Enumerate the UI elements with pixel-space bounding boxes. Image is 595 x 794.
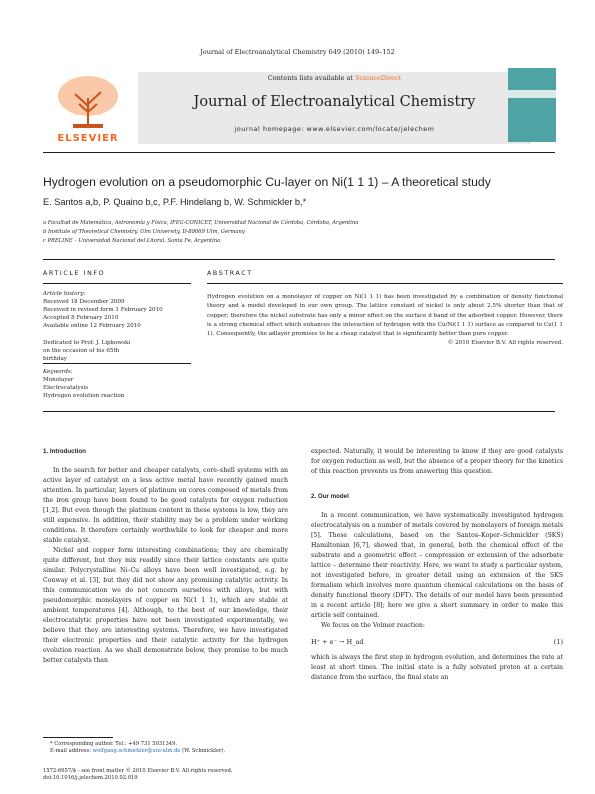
keyword-item: Electrocatalysis [43, 385, 89, 391]
issn-line: 1572-6657/$ - see front matter © 2010 Elsevier B.V. All rights reserved. [43, 768, 233, 774]
affiliation-c: c PRELINE – Universidad Nacional del Litoral, Santa Fe, Argentina [43, 238, 221, 244]
abstract-heading: ABSTRACT [207, 270, 253, 277]
info-rule [43, 283, 191, 284]
equation-body: H⁺ + e⁻ → H_ad [311, 638, 364, 646]
keyword-item: Monolayer [43, 377, 74, 383]
affiliation-b: b Institute of Theoretical Chemistry, Ulm University, D-89069 Ulm, Germany [43, 229, 245, 235]
paper-title: Hydrogen evolution on a pseudomorphic Cu-layer on Ni(1 1 1) – A theoretical study [43, 175, 491, 189]
header-rule [43, 152, 555, 153]
publisher-name: ELSEVIER [57, 133, 119, 144]
equation-volmer [311, 637, 563, 647]
section-heading-model: 2. Our model [311, 493, 349, 500]
doi-line[interactable]: doi:10.1016/j.jelechem.2010.02.019 [43, 775, 138, 781]
keywords [43, 368, 193, 400]
abstract-copyright: © 2010 Elsevier B.V. All rights reserved. [447, 340, 563, 347]
bottom-matter [43, 768, 343, 782]
abstract-rule [207, 283, 563, 284]
abstract-text: Hydrogen evolution on a monolayer of copper on Ni(1 1 1) has been investigated by a combination of density functional theory and a model developed in our own group. The lattice constant of nickel is only about 2.5% shorter than that of copper; therefore the nickel substrate has only a minor effect on the surface d band of the adsorbed copper. However, there is a strong chemical effect which enhances the interaction of hydrogen with the Cu/Ni(1 1 1) surface as compared to Cu(1 1 1). Consequently, the adlayer promises to be a cheap catalyst that is significantly better than pure copper. [207, 294, 563, 338]
contents-line [138, 74, 531, 82]
paragraph: We focus on the Volmer reaction: [321, 622, 425, 629]
dedication: Dedicated to Prof. J. Lipkowski on the occasion of his 65th birthday [43, 340, 131, 362]
article-history [43, 290, 193, 330]
keywords-label: Keywords: [43, 369, 73, 375]
author-list: E. Santos a,b, P. Quaino b,c, P.F. Hindelang b, W. Schmickler b,* [43, 197, 307, 207]
journal-reference: Journal of Electroanalytical Chemistry 649 (2010) 149–152 [200, 48, 395, 56]
email-line [50, 748, 290, 755]
email-link[interactable]: wolfgang.schmickler@uni-ulm.de [92, 748, 181, 754]
email-label: E-mail address: [50, 748, 93, 754]
email-suffix: (W. Schmickler). [180, 748, 226, 754]
abstract-body [207, 293, 563, 349]
tree-logo-icon [43, 72, 133, 130]
abstract-bottom-rule [43, 411, 555, 412]
paragraph: which is always the first step in hydrogen evolution, and determines the rate at least at short times. The initial state is a fully solvated proton at a certain distance from the surface, the final state an [311, 654, 563, 681]
journal-cover-image [508, 68, 556, 142]
article-info-heading: ARTICLE INFO [43, 270, 106, 277]
history-revised: Received in revised form 1 February 2010 [43, 307, 163, 313]
history-online: Available online 12 February 2010 [43, 323, 141, 329]
footnote [50, 741, 290, 755]
paragraph: In the search for better and cheaper catalysts, core–shell systems with an active layer of catalyst on a less active metal have recently gained much attention. In particular, layers of platinum on cores composed of metals from the iron group have been found to be good catalysts for oxygen reduction [1,2]. But even though the platinum content in these systems is low, they are still expensive. In addition, their stability may be a problem under working conditions. It therefore certainly worthwhile to look for cheaper and more stable catalyst. [43, 467, 288, 544]
right-column [311, 447, 563, 683]
section-heading-introduction: 1. Introduction [43, 448, 86, 455]
corresponding-author: * Corresponding author. Tel.: +49 731 5031349. [50, 741, 178, 747]
equation-number: (1) [553, 638, 563, 646]
footnote-rule [43, 737, 113, 738]
contents-prefix: Contents lists available at [267, 74, 356, 82]
history-received: Received 18 December 2009 [43, 299, 125, 305]
elsevier-logo[interactable] [43, 72, 133, 144]
keywords-rule [43, 363, 191, 364]
sciencedirect-link[interactable]: ScienceDirect [355, 74, 402, 82]
journal-homepage[interactable]: journal homepage: www.elsevier.com/locate/jelechem [234, 126, 435, 133]
paragraph: expected. Naturally, it would be interesting to know if they are good catalysts for oxygen reduction as well, but the absence of a proper theory for the kinetics of this reaction prevents us from answering this question. [311, 448, 563, 475]
keyword-item: Hydrogen evolution reaction [43, 393, 125, 399]
affiliation-a: a Facultad de Matemática, Astronomía y Física, IFEG-CONICET, Universidad Nacional de Córdoba, Córdoba, Argentina [43, 220, 359, 226]
section-rule [43, 259, 555, 260]
journal-title: Journal of Electroanalytical Chemistry [193, 94, 476, 110]
paragraph: Nickel and copper form interesting combinations; they are chemically quite different, but they mix readily since their lattice constants are quite similar. Polycrystalline Ni–Cu alloys have been well investigated, e.g. by Conway et al. [3], but they did not show any promising catalytic activity. In this communication we do not concern ourselves with alloys, but with pseudomorphic monolayers of copper on Ni(1 1 1), which are stable at ambient temperatures [4]. Although, to the best of our knowledge, their electrocatalytic properties have not been investigated experimentally, we believe that they are interesting systems. Therefore, we have investigated their electronic properties and their catalytic activity for the hydrogen evolution reaction. As we shall demonstrate below, they promise to be much better catalysts than [43, 547, 288, 664]
journal-header [43, 68, 555, 148]
left-column [43, 447, 288, 666]
history-label: Article history: [43, 291, 86, 297]
history-accepted: Accepted 8 February 2010 [43, 315, 119, 321]
paragraph: In a recent communication, we have systematically investigated hydrogen electrocatalysis on a number of metals covered by monolayers of foreign metals [5]. These calculations, based on the Santos–Koper–Schmickler (SKS) Hamiltonian [6,7], showed that, in general, both the chemical effect of the substrate and a geometric effect – compression or extension of the adsorbate lattice – determine their reactivity. Here, we want to study a particular system, not investigated before, in greater detail using an extension of the SKS formalism which involves more quantum chemical calculations on the basis of density functional theory (DFT). The details of our model have been presented in a recent article [8]; here we give a short summary in order to make this article self contained. [311, 512, 563, 619]
cover-title-strip [508, 90, 556, 98]
